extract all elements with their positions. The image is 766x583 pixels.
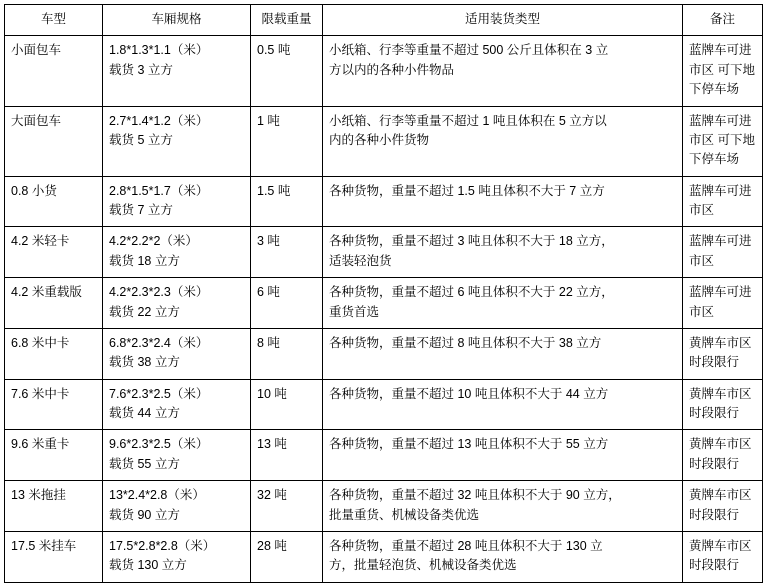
cell-cargo-type — [323, 106, 683, 176]
cell-cargo-type — [323, 328, 683, 379]
cell-cabin-spec-line: 载货 22 立方 — [109, 304, 180, 319]
table-row — [5, 379, 763, 430]
cell-load-limit: 0.5 吨 — [251, 36, 323, 106]
cell-cabin-spec-line: 6.8*2.3*2.4（米） — [109, 335, 209, 350]
cell-remark-line: 下停车场 — [689, 152, 740, 167]
cell-remark-line: 黄牌车市区 — [689, 488, 752, 503]
cell-load-limit: 6 吨 — [251, 278, 323, 329]
cell-cargo-type-line: 方以内的各种小件物品 — [329, 62, 455, 77]
cell-remark-line: 黄牌车市区 — [689, 335, 752, 350]
cell-cargo-type-line: 方，批量轻泡货、机械设备类优选 — [329, 558, 517, 573]
cell-cargo-type-line: 小纸箱、行李等重量不超过 500 公斤且体积在 3 立 — [329, 43, 609, 58]
table-row — [5, 481, 763, 532]
cell-remark — [683, 36, 763, 106]
cell-remark-line: 黄牌车市区 — [689, 538, 752, 553]
column-header-cabin-spec: 车厢规格 — [103, 5, 251, 36]
cell-cargo-type-line: 各种货物，重量不超过 28 吨且体积不大于 130 立 — [329, 538, 603, 553]
cell-remark-line: 黄牌车市区 — [689, 437, 752, 452]
cell-cabin-spec-line: 载货 90 立方 — [109, 507, 180, 522]
cell-cargo-type-line: 内的各种小件货物 — [329, 132, 430, 147]
cell-cargo-type-line: 各种货物，重量不超过 8 吨且体积不大于 38 立方 — [329, 335, 602, 350]
column-header-cargo-type: 适用装货类型 — [323, 5, 683, 36]
cell-cargo-type-line: 各种货物，重量不超过 3 吨且体积不大于 18 立方， — [329, 234, 614, 249]
cell-load-limit: 28 吨 — [251, 531, 323, 582]
cell-remark-line: 蓝牌车可进 — [689, 43, 752, 58]
table-row — [5, 531, 763, 582]
cell-cabin-spec — [103, 531, 251, 582]
cell-cabin-spec — [103, 36, 251, 106]
cell-load-limit: 3 吨 — [251, 227, 323, 278]
cell-remark — [683, 481, 763, 532]
cell-cargo-type-line: 各种货物，重量不超过 6 吨且体积不大于 22 立方， — [329, 285, 614, 300]
cell-remark-line: 时段限行 — [689, 558, 740, 573]
cell-cabin-spec-line: 17.5*2.8*2.8（米） — [109, 538, 216, 553]
cell-cargo-type — [323, 379, 683, 430]
cell-cargo-type-line: 各种货物，重量不超过 32 吨且体积不大于 90 立方， — [329, 488, 621, 503]
cell-remark — [683, 278, 763, 329]
table-row — [5, 106, 763, 176]
table-header — [5, 5, 763, 36]
cell-vehicle-type: 17.5 米挂车 — [5, 531, 103, 582]
cell-remark-line: 时段限行 — [689, 507, 740, 522]
cell-vehicle-type: 0.8 小货 — [5, 176, 103, 227]
cell-remark-line: 蓝牌车可进 — [689, 234, 752, 249]
cell-cabin-spec — [103, 227, 251, 278]
cell-cabin-spec-line: 载货 130 立方 — [109, 558, 187, 573]
cell-remark — [683, 430, 763, 481]
cell-cabin-spec-line: 载货 55 立方 — [109, 456, 180, 471]
cell-cargo-type — [323, 227, 683, 278]
table-body — [5, 36, 763, 582]
cell-cabin-spec-line: 13*2.4*2.8（米） — [109, 488, 205, 503]
cell-cabin-spec — [103, 106, 251, 176]
cell-cargo-type-line: 各种货物，重量不超过 1.5 吨且体积不大于 7 立方 — [329, 183, 605, 198]
cell-cabin-spec-line: 载货 3 立方 — [109, 62, 173, 77]
column-header-vehicle-type: 车型 — [5, 5, 103, 36]
cell-vehicle-type: 7.6 米中卡 — [5, 379, 103, 430]
cell-remark — [683, 379, 763, 430]
cell-remark-line: 市区 — [689, 203, 715, 217]
cell-vehicle-type: 大面包车 — [5, 106, 103, 176]
cell-load-limit: 8 吨 — [251, 328, 323, 379]
column-header-load-limit: 限载重量 — [251, 5, 323, 36]
cell-remark-line: 蓝牌车可进 — [689, 285, 752, 300]
cell-load-limit: 10 吨 — [251, 379, 323, 430]
cell-cabin-spec — [103, 379, 251, 430]
cell-remark-line: 市区 可下地 — [689, 132, 755, 147]
table-row — [5, 227, 763, 278]
cell-vehicle-type: 6.8 米中卡 — [5, 328, 103, 379]
cell-cargo-type-line: 各种货物，重量不超过 10 吨且体积不大于 44 立方 — [329, 386, 609, 401]
table-row — [5, 430, 763, 481]
cell-cargo-type — [323, 278, 683, 329]
column-header-remark: 备注 — [683, 5, 763, 36]
cell-cabin-spec-line: 9.6*2.3*2.5（米） — [109, 437, 209, 452]
cell-cabin-spec — [103, 328, 251, 379]
cell-cargo-type-line: 重货首选 — [329, 304, 380, 319]
cell-remark — [683, 531, 763, 582]
cell-cabin-spec-line: 载货 5 立方 — [109, 132, 173, 147]
cell-load-limit: 32 吨 — [251, 481, 323, 532]
cell-cargo-type — [323, 481, 683, 532]
cell-remark-line: 市区 — [689, 253, 715, 268]
cell-remark-line: 蓝牌车可进 — [689, 183, 752, 198]
cell-remark-line: 市区 可下地 — [689, 62, 755, 77]
table-row — [5, 36, 763, 106]
cell-cabin-spec — [103, 176, 251, 227]
cell-remark — [683, 176, 763, 227]
cell-cargo-type — [323, 531, 683, 582]
cell-cabin-spec — [103, 278, 251, 329]
cell-remark — [683, 227, 763, 278]
cell-cabin-spec-line: 4.2*2.3*2.3（米） — [109, 285, 209, 300]
cell-cargo-type-line: 适装轻泡货 — [329, 253, 392, 268]
cell-vehicle-type: 4.2 米轻卡 — [5, 227, 103, 278]
cell-cargo-type-line: 小纸箱、行李等重量不超过 1 吨且体积在 5 立方以 — [329, 113, 607, 128]
cell-remark-line: 时段限行 — [689, 456, 740, 471]
cell-cabin-spec-line: 载货 7 立方 — [109, 203, 173, 217]
cell-load-limit: 1.5 吨 — [251, 176, 323, 227]
cell-vehicle-type: 4.2 米重载版 — [5, 278, 103, 329]
cell-cabin-spec — [103, 430, 251, 481]
cell-remark-line: 时段限行 — [689, 355, 740, 370]
cell-remark-line: 黄牌车市区 — [689, 386, 752, 401]
cell-vehicle-type: 9.6 米重卡 — [5, 430, 103, 481]
cell-cabin-spec-line: 载货 18 立方 — [109, 253, 180, 268]
table-row — [5, 278, 763, 329]
cell-cargo-type-line: 各种货物，重量不超过 13 吨且体积不大于 55 立方 — [329, 437, 609, 452]
cell-cabin-spec-line: 1.8*1.3*1.1（米） — [109, 43, 209, 58]
cell-remark-line: 时段限行 — [689, 406, 740, 420]
cell-cabin-spec-line: 2.8*1.5*1.7（米） — [109, 183, 209, 198]
cell-cabin-spec-line: 7.6*2.3*2.5（米） — [109, 386, 209, 401]
cell-remark-line: 蓝牌车可进 — [689, 113, 752, 128]
cell-remark — [683, 106, 763, 176]
cell-vehicle-type: 小面包车 — [5, 36, 103, 106]
cell-remark-line: 下停车场 — [689, 82, 740, 97]
cell-cabin-spec-line: 载货 44 立方 — [109, 406, 180, 420]
cell-remark — [683, 328, 763, 379]
cell-load-limit: 13 吨 — [251, 430, 323, 481]
cell-cargo-type — [323, 176, 683, 227]
table-row — [5, 328, 763, 379]
cell-vehicle-type: 13 米拖挂 — [5, 481, 103, 532]
cell-cabin-spec-line: 4.2*2.2*2（米） — [109, 234, 198, 249]
cell-remark-line: 市区 — [689, 304, 715, 319]
table-header-row — [5, 5, 763, 36]
table-row — [5, 176, 763, 227]
cell-cabin-spec-line: 载货 38 立方 — [109, 355, 180, 370]
cell-cabin-spec-line: 2.7*1.4*1.2（米） — [109, 113, 209, 128]
cell-cargo-type — [323, 36, 683, 106]
cell-cargo-type-line: 批量重货、机械设备类优选 — [329, 507, 480, 522]
cell-cabin-spec — [103, 481, 251, 532]
vehicle-spec-table — [4, 4, 763, 583]
cell-cargo-type — [323, 430, 683, 481]
cell-load-limit: 1 吨 — [251, 106, 323, 176]
